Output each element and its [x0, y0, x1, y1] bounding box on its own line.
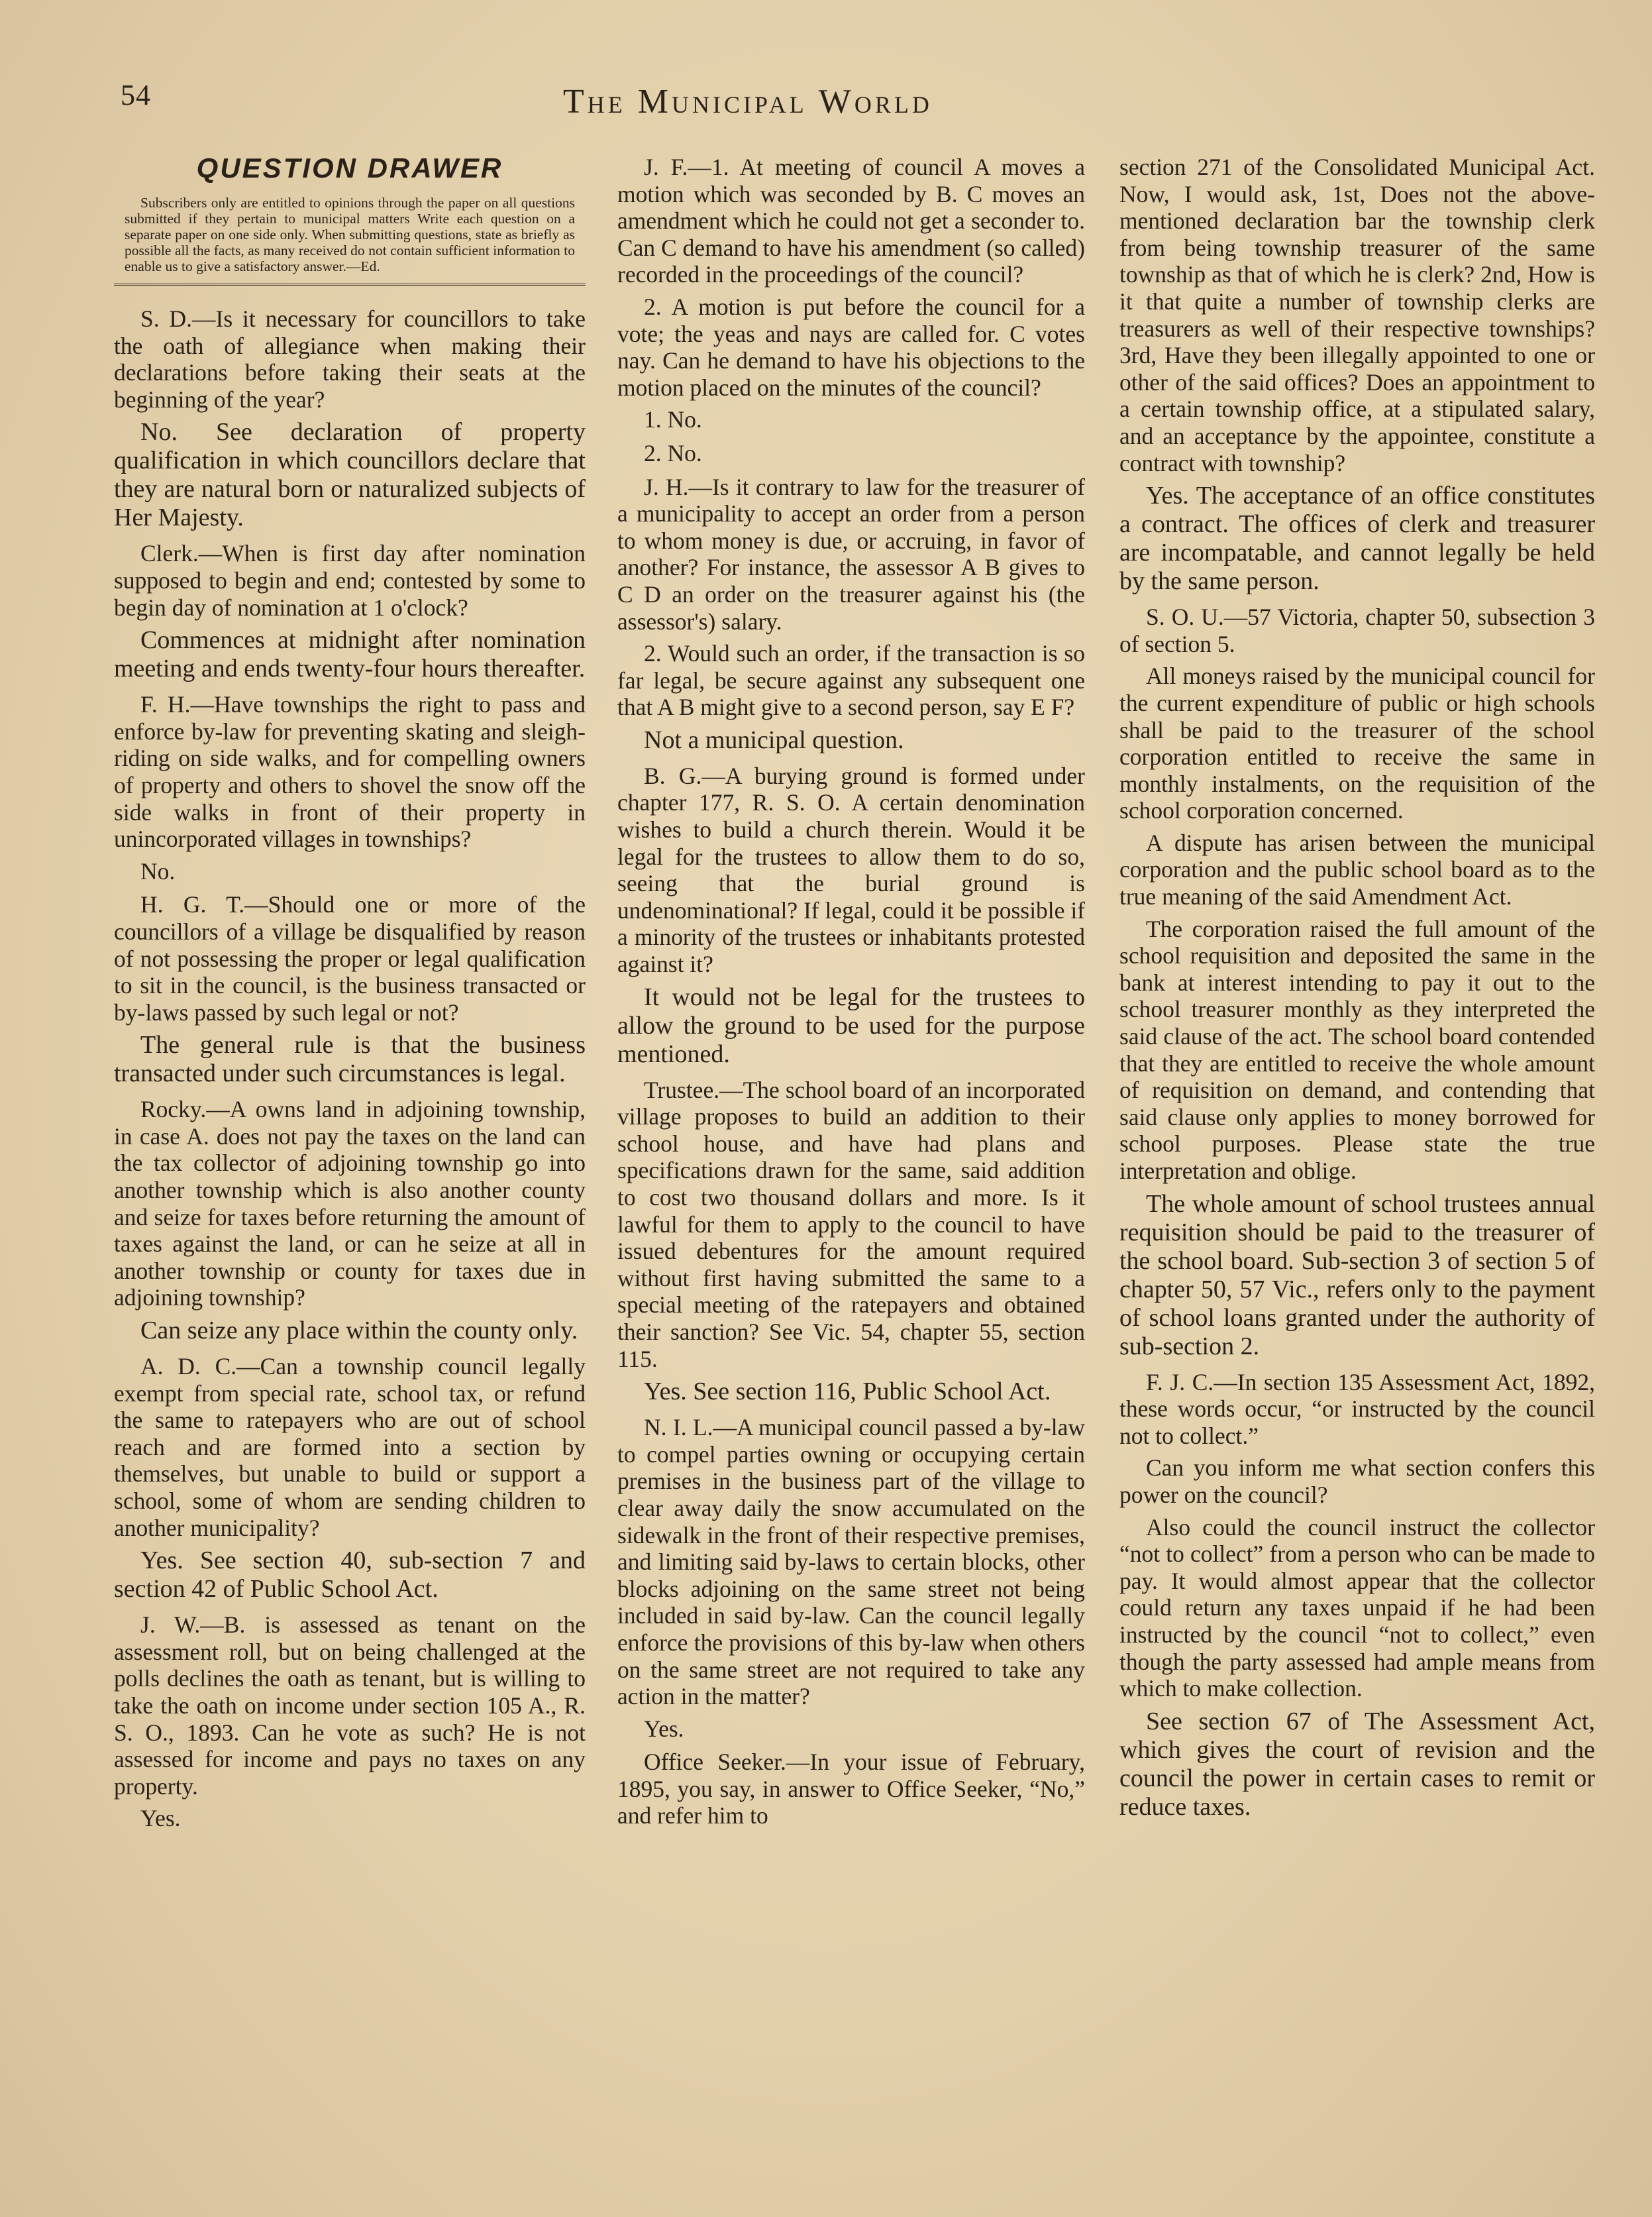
- answer-paragraph: Yes.: [140, 1805, 181, 1832]
- question-paragraph: J. W.—B. is assessed as tenant on the assessment roll, but on being challenged at the polls declines the oath as tenant, but is willing to take the oath on income under section 105 A., R. S. O., 1893. Can he vote as such? He is not assessed for income and pays no taxes on any property.: [114, 1611, 586, 1800]
- answer-paragraph: The general rule is that the business transacted under such circumstances is legal.: [114, 1031, 586, 1088]
- question-paragraph: Can you inform me what section confers this power on the council?: [1119, 1454, 1595, 1508]
- column-2-body: [617, 154, 1085, 1829]
- question-paragraph: The corporation raised the full amount of the school requisition and deposited the same in the bank at interest intending to pay it out to the school treasurer monthly as they interpreted the said clause of the act. The school board contended that they are entitled to receive the whole amount of requisition on demand, and contending that said clause only applies to money borrowed for school purposes. Please state the true interpretation and oblige.: [1119, 915, 1595, 1184]
- column-3-body: [1119, 154, 1595, 1821]
- answer-paragraph: It would not be legal for the trustees to allow the ground to be used for the purpose mentioned.: [617, 983, 1085, 1068]
- question-paragraph: A dispute has arisen between the municipal corporation and the public school board as to the true meaning of the said Amendment Act.: [1119, 829, 1595, 910]
- question-paragraph: H. G. T.—Should one or more of the councillors of a village be disqualified by reason of not possessing the proper or legal qualification to sit in the council, is the business transacted or by-laws passed by such legal or not?: [114, 891, 586, 1026]
- page-number: 54: [121, 79, 151, 111]
- question-paragraph: F. J. C.—In section 135 Assessment Act, 1892, these words occur, “or instructed by the council not to collect.”: [1119, 1368, 1595, 1449]
- question-paragraph: Rocky.—A owns land in adjoining township, in case A. does not pay the taxes on the land can the tax collector of adjoining township go into another township which is also another county and seize for taxes before returning the amount of taxes against the land, or can he seize at all in another township or county for taxes due in adjoining township?: [114, 1096, 586, 1311]
- question-paragraph: J. H.—Is it contrary to law for the treasurer of a municipality to accept an order from a person to whom money is due, or accruing, in favor of another? For instance, the assessor A B gives to C D an order on the treasurer against his (the assessor's) salary.: [617, 473, 1085, 635]
- answer-paragraph: No.: [140, 857, 176, 885]
- answer-paragraph: Yes. See section 116, Public School Act.: [644, 1378, 1051, 1406]
- answer-paragraph: See section 67 of The Assessment Act, which gives the court of revision and the council the power in certain cases to remit or reduce taxes.: [1119, 1707, 1595, 1821]
- answer-paragraph: Yes. See section 40, sub-section 7 and section 42 of Public School Act.: [114, 1546, 586, 1603]
- question-paragraph: S. O. U.—57 Victoria, chapter 50, subsection 3 of section 5.: [1119, 604, 1595, 657]
- section-title: QUESTION DRAWER: [196, 152, 503, 184]
- question-paragraph: S. D.—Is it necessary for councillors to take the oath of allegiance when making their declarations before taking their seats at the beginning of the year?: [114, 305, 586, 413]
- question-paragraph: section 271 of the Consolidated Municipal Act. Now, I would ask, 1st, Does not the above-mentioned declaration bar the township clerk from being township treasurer of the same township as that of which he is clerk? 2nd, How is it that quite a number of township clerks are treasurers as well of their respective townships? 3rd, Have they been illegally appointed to one or other of the said offices? Does an appointment to a certain township office, at a stipulated salary, and an acceptance by the appointee, constitute a contract with township?: [1119, 154, 1595, 476]
- column-1-body: [114, 305, 586, 1832]
- question-paragraph: J. F.—1. At meeting of council A moves a motion which was seconded by B. C moves an amendment which he could not get a seconder to. Can C demand to have his amendment (so called) recorded in the proceedings of the council?: [617, 154, 1085, 288]
- question-paragraph: A. D. C.—Can a township council legally exempt from special rate, school tax, or refund the same to ratepayers who are out of school reach and are formed into a section by themselves, but unable to build or support a school, some of whom are sending children to another municipality?: [114, 1353, 586, 1541]
- answer-paragraph: The whole amount of school trustees annual requisition should be paid to the treasurer of the school board. Sub-section 3 of section 5 of chapter 50, 57 Vic., refers only to the payment of school loans granted under the authority of sub-section 2.: [1119, 1189, 1595, 1360]
- answer-paragraph: Yes. The acceptance of an office constitutes a contract. The offices of clerk and treasurer are incompatable, and cannot legally be held by the same person.: [1119, 482, 1595, 596]
- question-paragraph: Also could the council instruct the collector “not to collect” from a person who can be made to pay. It would almost appear that the collector could return any taxes unpaid if he had been instructed by the council “not to collect,” even though the party assessed had ample means from which to make collection.: [1119, 1513, 1595, 1702]
- masthead: The Municipal World: [563, 83, 933, 121]
- answer-paragraph: Not a municipal question.: [644, 726, 904, 754]
- divider: [114, 284, 586, 287]
- question-paragraph: N. I. L.—A municipal council passed a by-law to compel parties owning or occupying certain premises in the business part of the village to clear away daily the snow accumulated on the sidewalk in the front of their respective premises, and limiting said by-laws to certain blocks, other blocks adjoining on the same street not being included in said by-law. Can the council legally enforce the provisions of this by-law when others on the same street are not required to take any action in the matter?: [617, 1414, 1085, 1710]
- column-1: [114, 154, 586, 1839]
- answer-paragraph: Can seize any place within the county only.: [140, 1317, 578, 1345]
- question-paragraph: 2. Would such an order, if the transaction is so far legal, be secure against any subsequent one that A B might give to a second person, say E F?: [617, 640, 1085, 721]
- question-paragraph: F. H.—Have townships the right to pass and enforce by-law for preventing skating and sleigh-riding on side walks, and for compelling owners of property and others to shovel the snow off the side walks in front of their property in unincorporated villages in townships?: [114, 691, 586, 853]
- question-paragraph: B. G.—A burying ground is formed under chapter 177, R. S. O. A certain denomination wishes to build a church therein. Would it be legal for the trustees to allow them to do so, seeing that the burial ground is undenominational? If legal, could it be possible if a minority of the trustees or inhabitants protested against it?: [617, 762, 1085, 978]
- question-paragraph: Trustee.—The school board of an incorporated village proposes to build an addition to their school house, and have had plans and specifications drawn for the same, said addition to cost two thousand dollars and more. Is it lawful for them to apply to the council to have issued debentures for the amount required without first having submitted the same to a special meeting of the ratepayers and obtained their sanction? See Vic. 54, chapter 55, section 115.: [617, 1076, 1085, 1372]
- answer-paragraph: 1. No.: [644, 406, 702, 433]
- question-paragraph: 2. A motion is put before the council for a vote; the yeas and nays are called for. C votes nay. Can he demand to have his objections to the motion placed on the minutes of the council?: [617, 293, 1085, 401]
- question-paragraph: Office Seeker.—In your issue of February, 1895, you say, in answer to Office Seeker, “No,” and refer him to: [617, 1749, 1085, 1829]
- subscriber-notice: Subscribers only are entitled to opinions through the paper on all questions submitted if they pertain to municipal matters Write each question on a separate paper on one side only. When submitting questions, state as briefly as possible all the facts, as many received do not contain sufficient information to enable us to give a satisfactory answer.—Ed.: [125, 195, 575, 274]
- question-paragraph: All moneys raised by the municipal council for the current expenditure of public or high schools shall be paid to the treasurer of the school corporation entitled to receive the same in monthly instalments, on the requisition of the school corporation concerned.: [1119, 663, 1595, 824]
- answer-paragraph: Yes.: [644, 1715, 684, 1742]
- column-2: [617, 154, 1085, 1835]
- answer-paragraph: Commences at midnight after nomination meeting and ends twenty-four hours thereafter.: [114, 626, 586, 683]
- column-3: [1119, 154, 1595, 1829]
- question-paragraph: Clerk.—When is first day after nomination supposed to begin and end; contested by some to begin day of nomination at 1 o'clock?: [114, 540, 586, 621]
- answer-paragraph: No. See declaration of property qualification in which councillors declare that they are natural born or naturalized subjects of Her Majesty.: [114, 418, 586, 532]
- answer-paragraph: 2. No.: [644, 439, 702, 466]
